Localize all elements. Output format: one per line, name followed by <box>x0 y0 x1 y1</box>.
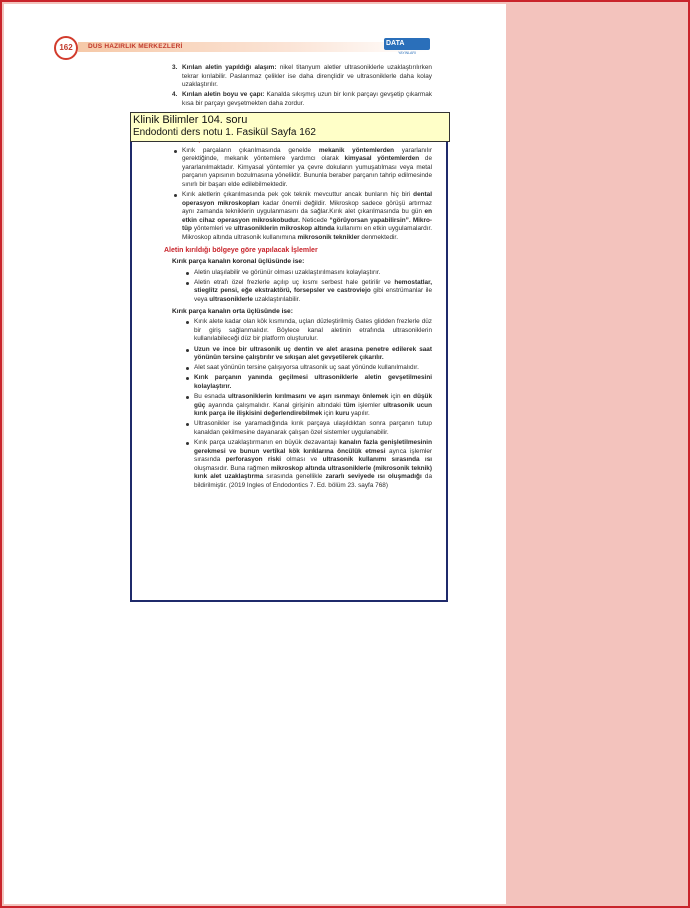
bold-run: kuru <box>335 410 350 418</box>
numbered-item-3 <box>172 64 432 90</box>
bold-run: tüm <box>343 401 356 409</box>
item-number: 4. <box>172 91 178 99</box>
bold-run: en etkin cihaz operasyon mikroskobudur. <box>182 208 432 224</box>
bold-run: dental operasyon mikroskopları <box>182 191 432 207</box>
text-run: Neticede <box>299 216 330 224</box>
text-run: için <box>388 393 404 400</box>
text-run: kullanımı en etkin uygulamalardır. Mikroskop altında ultrasonik kullanımına <box>182 225 433 241</box>
text-run: için <box>322 410 336 418</box>
text-run: de yararlanılmaktadır. Kimyasal yöntemler ya çevre dokuların yumuşatılması veya metal parçanın yapısının bozulmasına yöneliktir. Bununla beraber parçanın tahrip edilmesinde sınırlı bir başarı elde edilebilmektedir. <box>182 155 433 188</box>
list-item: Kırık alete kadar olan kök kısmında, uçları düzleştirilmiş Gates glidden frezlerle düz bir giriş sağlanmalıdır. Böylece kanal aletinin etrafında ultrasoniklerin kullanılabileceği düz bir platform oluşturulur. <box>184 318 432 344</box>
text-run: Kırık parçaların çıkarılmasında genelde <box>182 146 319 154</box>
text-run: denmektedir. <box>359 234 398 241</box>
text-run: gibi enstrümanlar ile veya <box>194 287 433 304</box>
text-run: Kırık parça uzaklaştırmanın en büyük dezavantajı <box>194 438 340 446</box>
text-run: Bu esnada <box>194 393 228 400</box>
bold-run: ultrasoniklerin kırılmasını ve aşırı ısınmayı önlemek <box>227 393 389 400</box>
item-heading: Kırılan aletin yapıldığı alaşım: <box>182 64 277 71</box>
bold-run: zararlı seviyede ısı oluşmadığı <box>325 473 422 481</box>
numbered-item-4 <box>172 91 432 108</box>
section-title: Aletin kırıldığı bölgeye göre yapılacak İşlemler <box>164 246 318 254</box>
text-run: olması ve <box>281 456 323 464</box>
text-run: yararlanılır gerektiğinde, mekanik yöntemlere yardımcı olarak <box>182 146 432 163</box>
bold-run: mikrosonik teknikler <box>297 234 360 241</box>
bold-run: en düşük güç <box>194 393 432 409</box>
text-run: oluşmasıdır. Buna rağmen <box>194 464 271 472</box>
list-item: Kırık parçanın yanında geçilmesi ultrasoniklerle aletin gevşetilmesini kolaylaştırır. <box>184 374 432 391</box>
bold-run: ultrasoniklerin mikroskop altında <box>233 225 335 233</box>
annotation-line-2: Endodonti ders notu 1. Fasikül Sayfa 162 <box>133 127 316 138</box>
bold-run: hemostatlar, stieglitz pensi, eğe ekstraktörü, forsepsler ve castroviejo <box>194 278 432 295</box>
annotation-label <box>130 112 450 142</box>
subsection-title: Kırık parça kanalın orta üçlüsünde ise: <box>172 307 293 315</box>
item-text: nikel titanyum aletler ultrasoniklerle uzaklaştırılırken tekrar kırılabilir. Paslanmaz çelikler ise daha dirençlidir ve ultrasoniklerle daha kolay uzaklaştırılır. <box>182 64 432 89</box>
header-title: DUS HAZIRLIK MERKEZLERİ <box>88 43 183 50</box>
page-number: 162 <box>54 36 78 60</box>
text-run: kadar önemli değildir. Mikroskop sadece görüşü artırmaz aynı zamanda tekniklerin uygulanmasını da sağlar.Kırık alet çıkarılmasında bu gün <box>182 199 432 216</box>
highlight-frame <box>130 112 448 602</box>
text-run: ayrıca işlemler sırasında <box>194 447 433 464</box>
text-run: yapılır. <box>349 410 370 418</box>
bold-run: kimyasal yöntemlerden <box>344 155 420 163</box>
list-item: Uzun ve ince bir ultrasonik uç dentin ve alet arasına penetre edilerek saat yönünün tersine çalıştırılır ve sıkışan alet gevşetilerek çıkarılır. <box>184 346 432 363</box>
list-item: Alet saat yönünün tersine çalışıyorsa ultrasonik uç saat yönünde kullanılmalıdır. <box>184 364 432 373</box>
publisher-logo <box>384 36 430 58</box>
logo-text: DATA <box>386 40 405 47</box>
text-run: Kırık aletlerin çıkarılmasında pek çok teknik mevcuttur ancak bunların hiç biri <box>182 191 414 199</box>
text-run: uzaklaştırılabilir. <box>252 296 301 304</box>
page-header <box>54 36 434 58</box>
logo-subtext: YAYINLARI <box>398 51 416 55</box>
text-run: ayarında çalışmalıdır. Kanal girişinin altındaki <box>205 401 344 409</box>
bold-run: “görüyorsan yapabilirsin”. Mikro-tüp <box>182 216 432 233</box>
bold-run: kanalın fazla genişletilmesinin gerekmesi ve bunun vertikal kök kırıklarına öncülük etmesi <box>194 438 432 455</box>
subsection-title: Kırık parça kanalın koronal üçlüsünde ise: <box>172 258 305 266</box>
bold-run: perforasyon riski <box>225 456 282 464</box>
bold-run: ultrasonik ucun kırık parça ile ilişkisini değerlendirebilmek <box>194 401 432 418</box>
text-run: işlemler <box>355 401 384 409</box>
text-run: yöntemleri ve <box>191 225 234 233</box>
item-heading: Kırılan aletin boyu ve çapı: <box>182 91 265 99</box>
text-run: sırasında genellikle <box>263 473 326 481</box>
bold-run: ultrasonik kullanımı sırasında ısı <box>322 456 433 464</box>
text-run: Aletin etrafı özel frezlerle açılıp uç kısmı serbest hale getirilir ve <box>194 278 395 286</box>
text-run: da bildirilmiştir. (2019 Ingles of Endodontics 7. Ed. bölüm 23. sayfa 768) <box>194 473 432 489</box>
bold-run: ultrasoniklerle <box>209 296 253 304</box>
bold-run: mikroskop altında ultrasoniklerle (mikrosonik teknik) kırık alet uzaklaştırma <box>194 464 432 481</box>
bold-run: mekanik yöntemlerden <box>318 146 395 154</box>
list-item: Ultrasonikler ise yaramadığında kırık parçaya ulaşıldıktan sonra parçanın tutup kanaldan çekilmesine dayanarak çalışan özel sistemler uygulanabilir. <box>184 420 432 437</box>
list-item: Aletin ulaşılabilir ve görünür olması uzaklaştırılmasını kolaylaştırır. <box>184 269 432 278</box>
item-text: Kanalda sıkışmış uzun bir kırık parçayı gevşetip çıkarmak kısa bir parçayı gevşetmekten daha zordur. <box>182 91 432 107</box>
annotation-line-1: Klinik Bilimler 104. soru <box>133 114 248 126</box>
item-number: 3. <box>172 64 178 71</box>
